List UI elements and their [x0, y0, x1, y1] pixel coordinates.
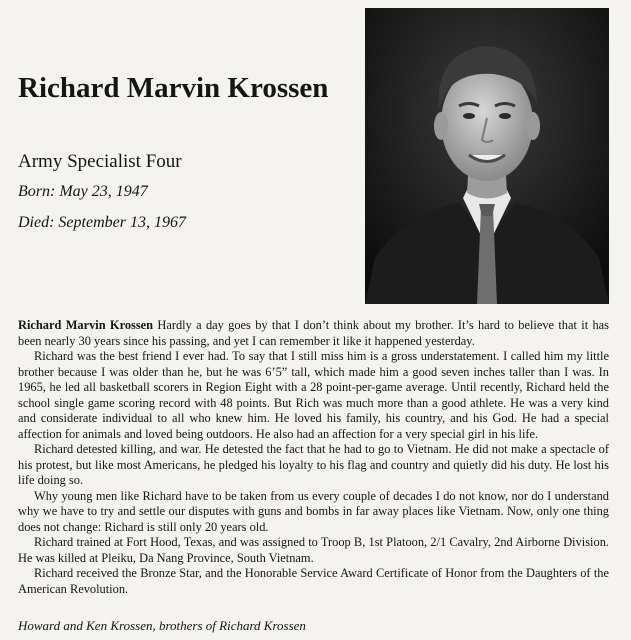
paragraph: Why young men like Richard have to be taken from us every couple of decades I do not know, nor do I understand why we have to try and settle our disputes with guns and bombs in far away places like Vietnam. Now, only one thing does not change: Richard is still only 20 years old.	[18, 488, 609, 534]
tribute-text	[18, 318, 609, 597]
death-date: Died: September 13, 1967	[18, 214, 186, 231]
paragraph	[18, 318, 609, 349]
portrait-photo	[365, 8, 609, 304]
paragraph-text: Hardly a day goes by that I don’t think about my brother. It’s hard to believe that it has been nearly 30 years since his passing, and yet I can remember it like it happened yesterday.	[18, 318, 609, 348]
paragraph: Richard trained at Fort Hood, Texas, and was assigned to Troop B, 1st Platoon, 2/1 Cavalry, 2nd Airborne Division. He was killed at Pleiku, Da Nang Province, South Vietnam.	[18, 535, 609, 565]
military-rank: Army Specialist Four	[18, 151, 182, 172]
paragraph: Richard received the Bronze Star, and the Honorable Service Award Certificate of Honor from the Daughters of the American Revolution.	[18, 566, 609, 596]
page-title: Richard Marvin Krossen	[18, 72, 329, 104]
portrait-illustration	[365, 8, 609, 304]
birth-date: Born: May 23, 1947	[18, 183, 148, 200]
signature-line: Howard and Ken Krossen, brothers of Richard Krossen	[18, 618, 306, 633]
paragraph: Richard detested killing, and war. He detested the fact that he had to go to Vietnam. He did not make a spectacle of his protest, but like most Americans, he pledged his loyalty to his flag and country and quietly did his duty. He lost his life doing so.	[18, 442, 609, 487]
lead-name: Richard Marvin Krossen	[18, 318, 154, 332]
paragraph: Richard was the best friend I ever had. To say that I still miss him is a gross understatement. I called him my little brother because I was older than he, but he was 6’5” tall, which made him a good seven inches taller than I was. In 1965, he led all basketball scorers in Region Eight with a 28 point-per-game average. Until recently, Richard held the school single game scoring record with 48 points. But Rich was much more than a good athlete. He was a very kind and considerate individual to all who knew him. He loved his family, his country, and his God. He had a special affection for animals and loved being outdoors. He also had an affection for a very special girl in his life.	[18, 349, 609, 441]
